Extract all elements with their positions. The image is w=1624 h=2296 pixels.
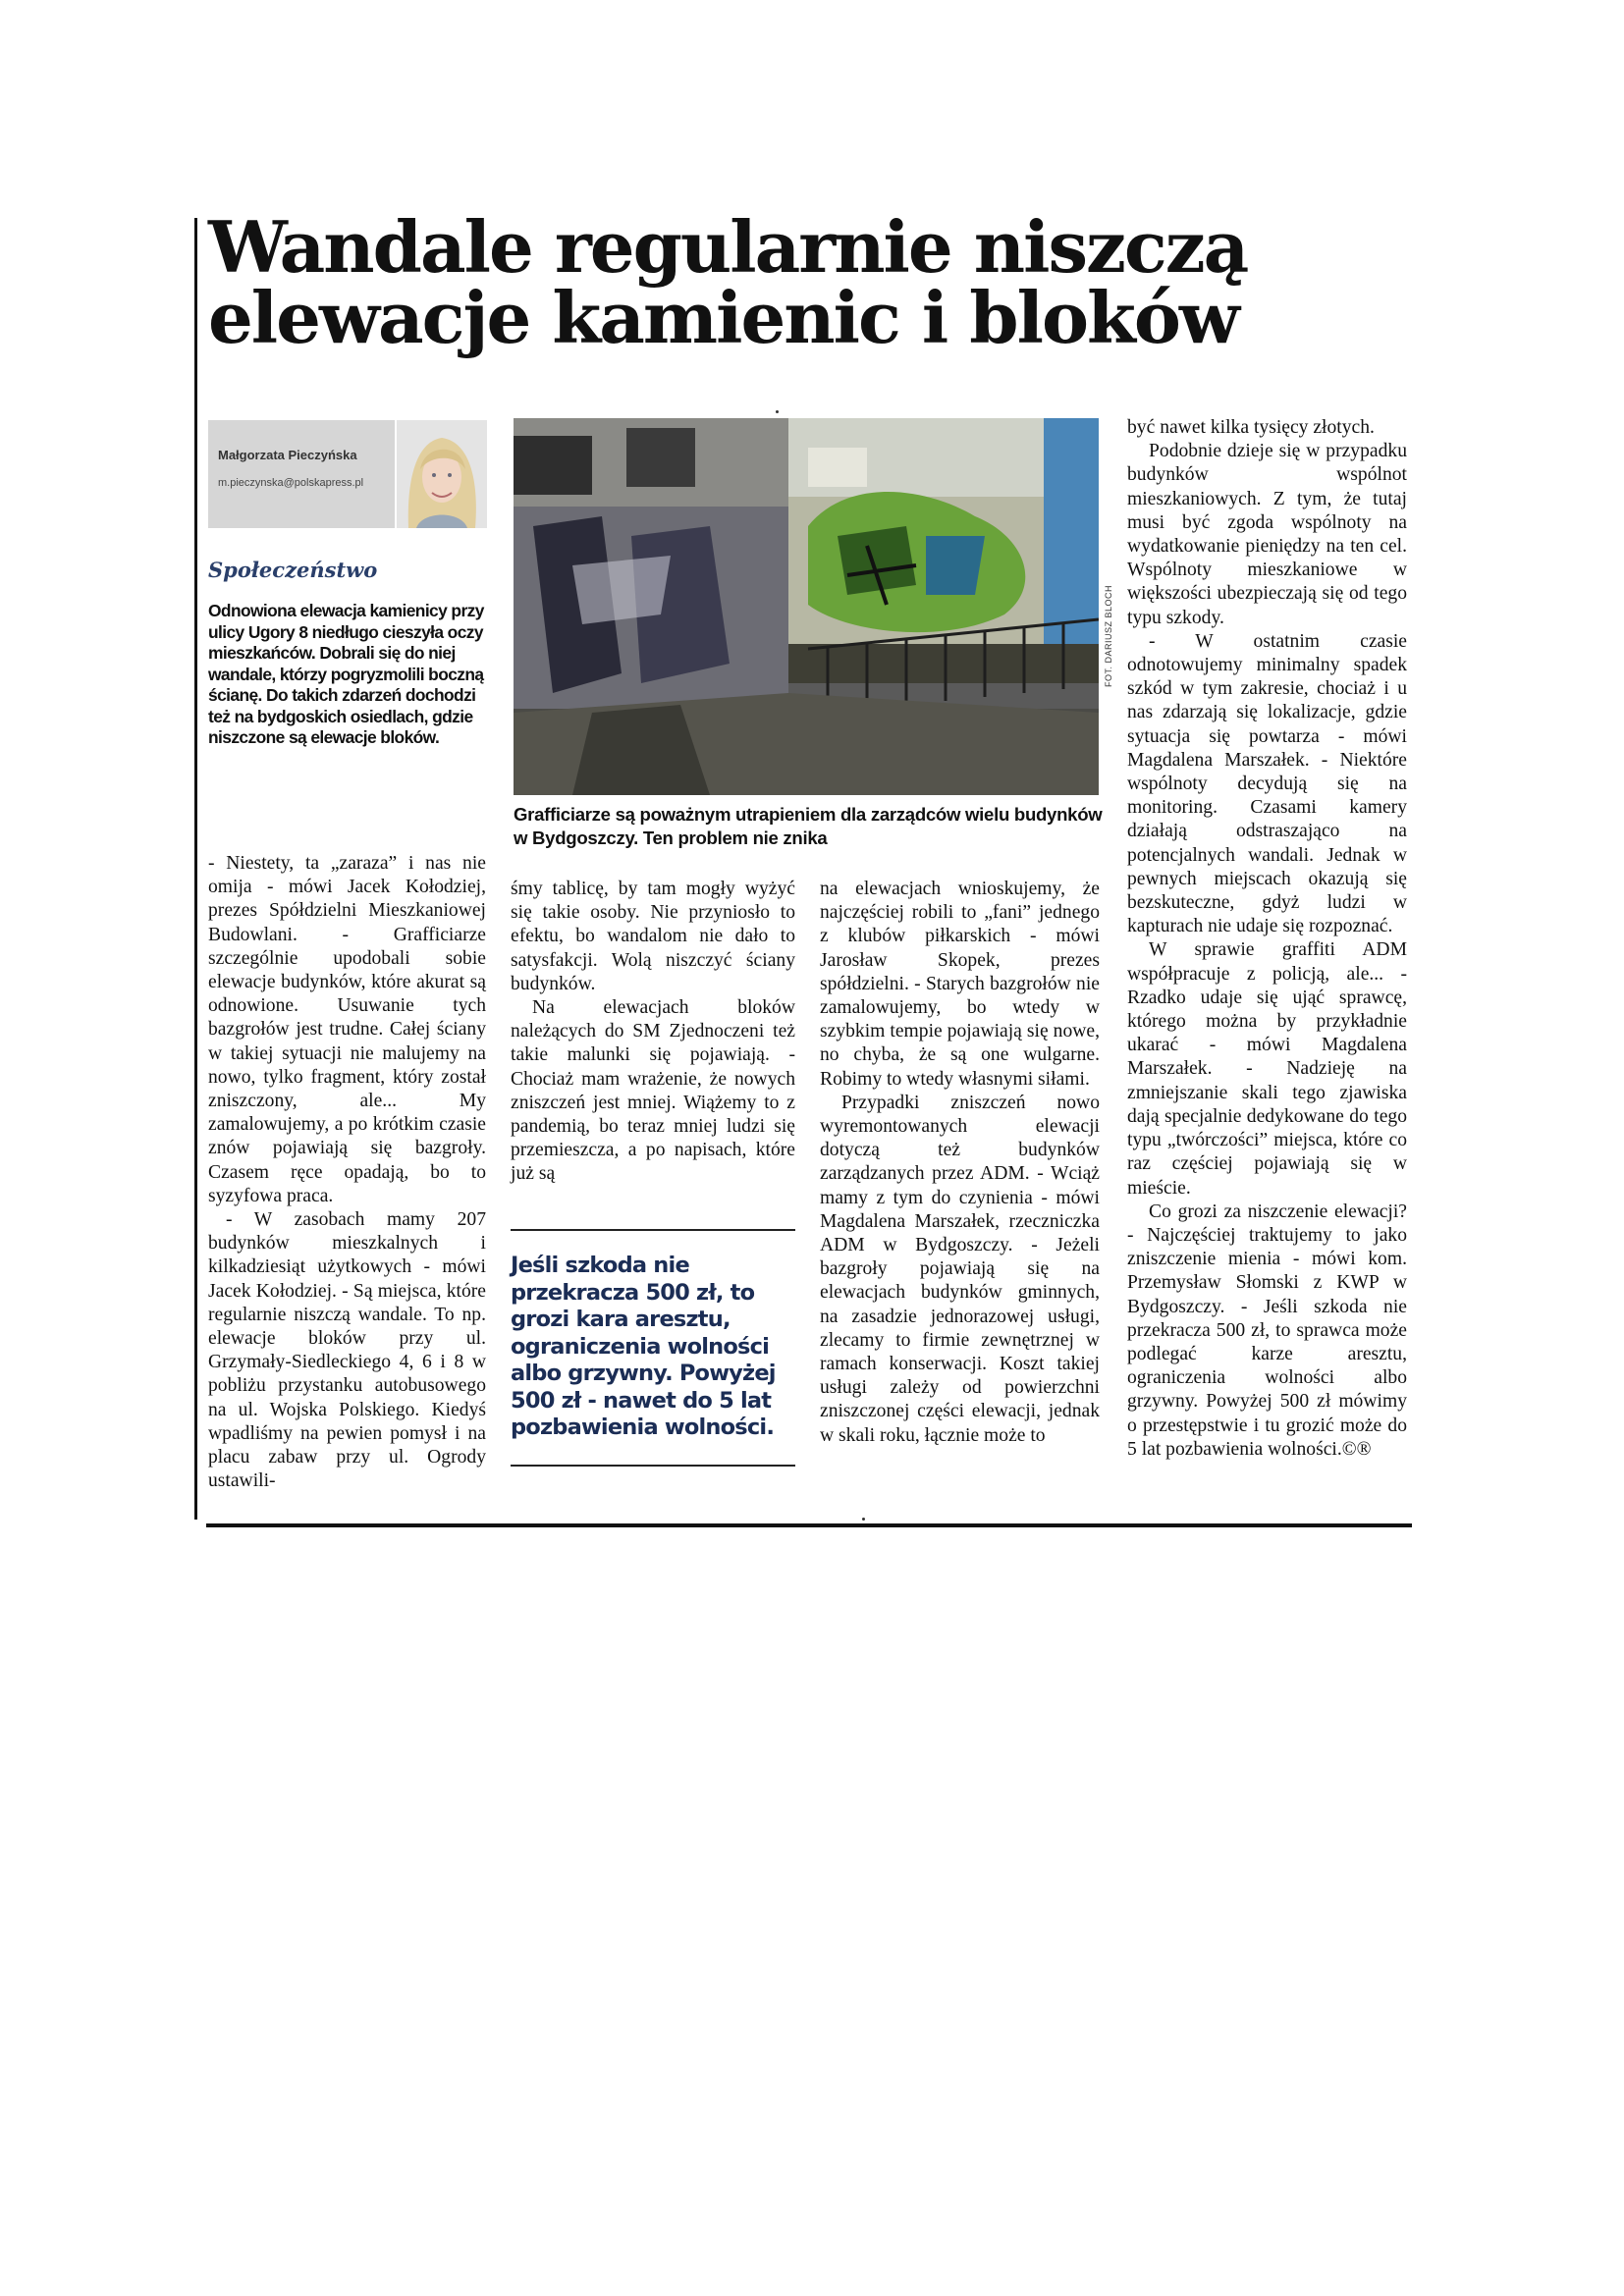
paragraph: W sprawie graffiti ADM współpracuje z policją, ale... - Rzadko udaje się ująć sprawcę, którego można by przykładnie ukarać - mówi Magdalena Marszałek. - Nadzieję na zmniejszanie skali tego zjawiska dają specjalnie dedykowane do tego typu „twórczości” miejsca, które co raz częściej pojawiają się w mieście.: [1127, 939, 1407, 1199]
body-column-1: [208, 852, 486, 1493]
pullquote-bottom-rule: [511, 1465, 795, 1467]
paragraph: być nawet kilka tysięcy złotych.: [1127, 417, 1375, 438]
headline-line-2: elewacje kamienic i bloków: [208, 276, 1238, 359]
paragraph: Przypadki zniszczeń nowo wyremontowanych elewacji dotyczą też budynków zarządzanych przez ADM. - Wciąż mamy z tym do czynienia - mówi Magdalena Marszałek, rzeczniczka ADM w Bydgoszczy. - Jeżeli bazgroły pojawiają się na elewacjach budynków gminnych, na zasadzie jednorazowej usługi, zlecamy to firmie zewnętrznej w ramach konserwacji. Koszt takiej usługi zależy od powierzchni zniszczonej części elewacji, jednak w skali roku, łącznie może to: [820, 1092, 1100, 1446]
graffiti-wall-image: [514, 418, 1099, 795]
pullquote-top-rule: [511, 1229, 795, 1231]
body-column-2: [511, 878, 795, 1187]
author-byline: [208, 420, 395, 528]
paragraph: Na elewacjach bloków należących do SM Zjednoczeni też takie malunki się pojawiają. - Chociaż mam wrażenie, że nowych zniszczeń jest mniej. Wiążemy to z pandemią, bo teraz mniej ludzi się przemieszcza, a po napisach, które już są: [511, 997, 795, 1185]
paragraph: Podobnie dzieje się w przypadku budynków wspólnot mieszkaniowych. Z tym, że tutaj musi być zgoda wspólnoty na wydatkowanie pieniędzy na ten cel. Wspólnoty mieszkaniowe w większości ubezpieczają się od tego typu szkody.: [1127, 441, 1407, 628]
headline: [208, 205, 1416, 359]
photo-credit: FOT. DARIUSZ BLOCH: [1104, 584, 1113, 687]
author-email: m.pieczynska@polskapress.pl: [218, 477, 364, 489]
paragraph: - W zasobach mamy 207 budynków mieszkalnych i kilkadziesiąt użytkowych - mówi Jacek Kołodziej. - Są miejsca, które regularnie niszczą wandale. To np. elewacje bloków przy ul. Grzymały-Siedleckiego 4, 6 i 8 w pobliżu przystanku autobusowego na ul. Wojska Polskiego. Kiedyś wpadliśmy na pewien pomysł i na placu zabaw przy ul. Ogrody ustawili-: [208, 1209, 486, 1492]
photo-caption: Grafficiarze są poważnym utrapieniem dla zarządców wielu budynków w Bydgoszczy. Ten problem nie znika: [514, 804, 1103, 848]
author-name: Małgorzata Pieczyńska: [218, 448, 357, 462]
bottom-rule: [206, 1523, 1412, 1527]
print-dot: [776, 410, 779, 413]
author-portrait-image: [397, 420, 487, 528]
paragraph: Co grozi za niszczenie elewacji? - Najczęściej traktujemy to jako zniszczenie mienia - mówi kom. Przemysław Słomski z KWP w Bydgoszczy. - Jeśli szkoda nie przekracza 500 zł, to sprawca może podlegać karze aresztu, ograniczenia wolności albo grzywny. Powyżej 500 zł mówimy o przestępstwie i tu grozić może do 5 lat pozbawienia wolności.©®: [1127, 1201, 1407, 1460]
paragraph: na elewacjach wnioskujemy, że najczęściej robili to „fani” jednego z klubów piłkarskich - mówi Jarosław Skopek, prezes spółdzielni. - Starych bazgrołów nie zamalowujemy, bo wtedy w szybkim tempie pojawiają się nowe, no chyba, że są one wulgarne. Robimy to wtedy własnymi siłami.: [820, 879, 1100, 1090]
headline-line-1: Wandale regularnie niszczą: [208, 205, 1248, 289]
body-column-3: [820, 878, 1100, 1448]
section-label: Społeczeństwo: [208, 558, 378, 582]
body-column-4: [1127, 416, 1407, 1462]
pullquote: Jeśli szkoda nie przekracza 500 zł, to grozi kara aresztu, ograniczenia wolności albo grzywny. Powyżej 500 zł - nawet do 5 lat pozbawienia wolności.: [511, 1253, 776, 1440]
author-avatar: [397, 420, 487, 528]
graffiti-photo: [514, 418, 1099, 795]
lead-paragraph: Odnowiona elewacja kamienicy przy ulicy Ugory 8 niedługo cieszyła oczy mieszkańców. Dobrali się do niej wandale, którzy pogryzmolili boczną ścianę. Do takich zdarzeń dochodzi też na bydgoskich osiedlach, gdzie niszczone są elewacje bloków.: [208, 601, 484, 747]
print-dot: [862, 1518, 865, 1521]
left-column-rule: [194, 218, 197, 1520]
paragraph: - Niestety, ta „zaraza” i nas nie omija - mówi Jacek Kołodziej, prezes Spółdzielni Mieszkaniowej Budowlani. - Grafficiarze szczególnie upodobali sobie elewacje budynków, które akurat są odnowione. Usuwanie tych bazgrołów jest trudne. Całej ściany w takiej sytuacji nie malujemy na nowo, tylko fragment, który został zniszczony, ale... My zamalowujemy, a po krótkim czasie znów pojawiają się bazgroły. Czasem ręce opadają, bo to syzyfowa praca.: [208, 853, 486, 1206]
paragraph: - W ostatnim czasie odnotowujemy minimalny spadek szkód w tym zakresie, chociaż i u nas zdarzają się lokalizacje, gdzie sytuacja się powtarza - mówi Magdalena Marszałek. - Niektóre wspólnoty decydują się na monitoring. Czasami kamery działają odstraszająco na potencjalnych wandali. Jednak w pewnych miejscach okazują się bezskuteczne, gdyż ludzi w kapturach nie udaje się rozpoznać.: [1127, 630, 1407, 937]
paragraph: śmy tablicę, by tam mogły wyżyć się takie osoby. Nie przyniosło to efektu, bo wandalom nie dało to satysfakcji. Wolą niszczyć ściany budynków.: [511, 879, 795, 994]
